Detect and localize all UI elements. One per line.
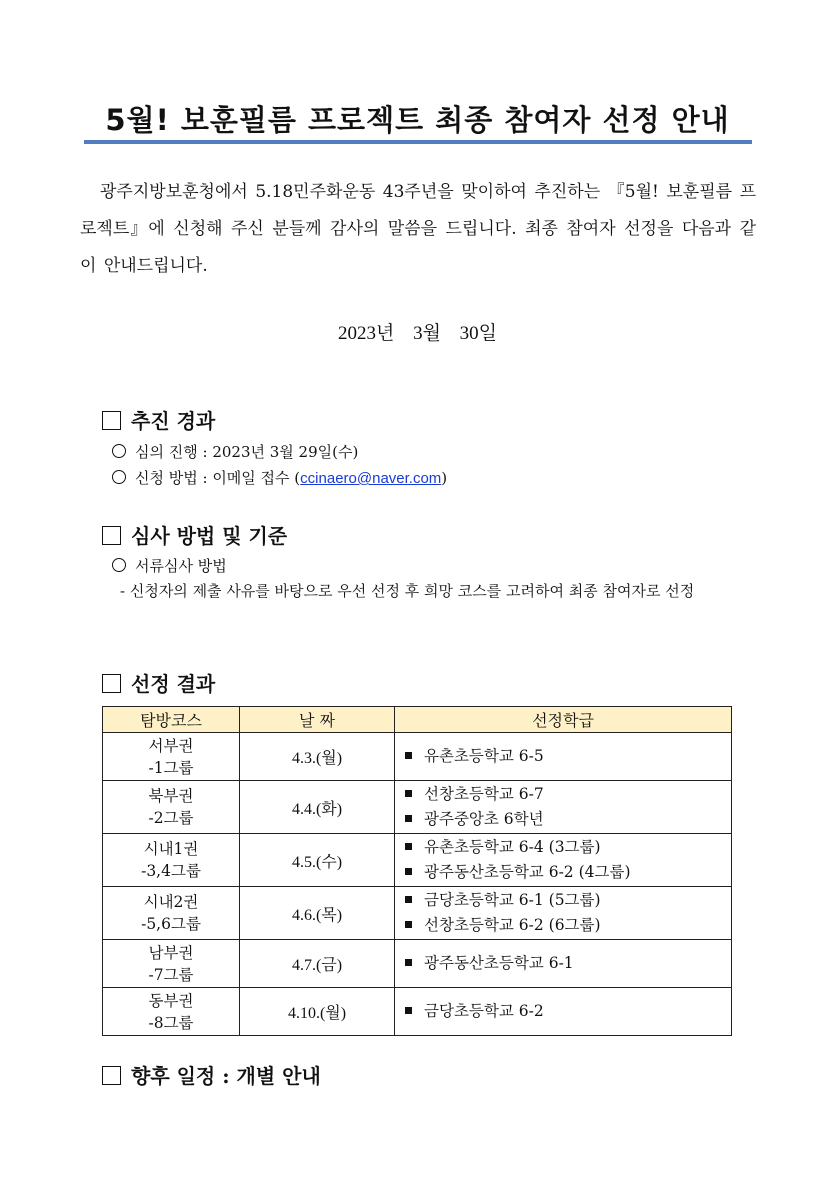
- table-row: [103, 733, 732, 781]
- school-item: [405, 999, 730, 1024]
- school-item: [405, 888, 730, 913]
- course-name: 남부권: [148, 943, 194, 962]
- schools-cell: [395, 988, 732, 1036]
- course-cell: [103, 988, 240, 1036]
- date-cell: 4.4.(화): [240, 781, 395, 834]
- circle-bullet-icon: [112, 444, 126, 458]
- course-name: 서부권: [148, 736, 194, 755]
- email-link[interactable]: ccinaero@naver.com: [300, 470, 442, 487]
- section-progress-heading: [102, 405, 215, 434]
- circle-bullet-icon: [112, 470, 126, 484]
- checkbox-square-icon: [102, 526, 121, 545]
- school-name: 광주동산초등학교 6-2 (4그룹): [424, 863, 631, 881]
- square-bullet-icon: [405, 815, 412, 822]
- table-row: [103, 834, 732, 887]
- checkbox-square-icon: [102, 1066, 121, 1085]
- progress-item-text: 심의 진행 : 2023년 3월 29일(수): [135, 443, 359, 461]
- notice-date: 2023년 3월 30일: [337, 323, 498, 344]
- section-review-heading: [102, 520, 287, 549]
- section-heading-text: 심사 방법 및 기준: [131, 524, 288, 548]
- progress-item-suffix: ): [441, 469, 448, 487]
- square-bullet-icon: [405, 843, 412, 850]
- selection-result-table: [102, 706, 732, 1036]
- school-item: [405, 913, 730, 938]
- course-group: -1그룹: [148, 758, 194, 777]
- school-item: [405, 835, 730, 860]
- school-item: [405, 807, 730, 832]
- date-cell: 4.5.(수): [240, 834, 395, 887]
- square-bullet-icon: [405, 959, 412, 966]
- course-group: -7그룹: [148, 965, 194, 984]
- course-cell: [103, 887, 240, 940]
- course-name: 시내1권: [143, 840, 199, 858]
- circle-bullet-icon: [112, 558, 126, 572]
- review-detail: - 신청자의 제출 사유를 바탕으로 우선 선정 후 희망 코스를 고려하여 최종 참여자로 선정: [120, 582, 695, 600]
- section-result-heading: [102, 668, 215, 697]
- course-group: -2그룹: [148, 809, 194, 827]
- section-heading-text: 선정 결과: [131, 672, 216, 696]
- square-bullet-icon: [405, 1007, 412, 1014]
- course-cell: [103, 940, 240, 988]
- course-cell: [103, 781, 240, 834]
- table-header-row: [103, 707, 732, 733]
- table-row: [103, 781, 732, 834]
- course-name: 북부권: [148, 787, 194, 805]
- section-schedule-heading: [102, 1060, 321, 1089]
- school-item: [405, 860, 730, 885]
- schools-cell: [395, 781, 732, 834]
- course-cell: [103, 733, 240, 781]
- progress-item-review: [112, 441, 358, 462]
- section-heading-text: 추진 경과: [131, 409, 216, 433]
- date-cell: 4.3.(월): [240, 733, 395, 781]
- course-cell: [103, 834, 240, 887]
- table-row: [103, 887, 732, 940]
- date-cell: 4.7.(금): [240, 940, 395, 988]
- school-name: 금당초등학교 6-2: [424, 1002, 544, 1020]
- course-name: 동부권: [148, 991, 194, 1010]
- intro-paragraph: 광주지방보훈청에서 5.18민주화운동 43주년을 맞이하여 추진하는 『5월! 보훈필름 프로젝트』에 신청해 주신 분들께 감사의 말씀을 드립니다. 최종 참여자 선정을 다음과 같이 안내드립니다.: [80, 182, 756, 276]
- schools-cell: [395, 834, 732, 887]
- course-name: 시내2권: [143, 893, 199, 911]
- review-item-text: 서류심사 방법: [135, 557, 227, 575]
- course-group: -8그룹: [148, 1013, 194, 1032]
- school-name: 광주동산초등학교 6-1: [424, 954, 574, 972]
- school-name: 선창초등학교 6-2 (6그룹): [424, 916, 601, 934]
- square-bullet-icon: [405, 790, 412, 797]
- school-name: 선창초등학교 6-7: [424, 785, 544, 803]
- school-item: [405, 782, 730, 807]
- course-group: -3,4그룹: [141, 862, 201, 880]
- progress-item-text: 신청 방법 : 이메일 접수 (: [135, 469, 301, 487]
- review-item: [112, 555, 227, 576]
- schools-cell: [395, 940, 732, 988]
- square-bullet-icon: [405, 868, 412, 875]
- square-bullet-icon: [405, 896, 412, 903]
- school-name: 유촌초등학교 6-5: [424, 747, 544, 765]
- checkbox-square-icon: [102, 411, 121, 430]
- school-item: [405, 951, 730, 976]
- page-title: 5월! 보훈필름 프로젝트 최종 참여자 선정 안내: [105, 103, 730, 137]
- date-cell: 4.6.(목): [240, 887, 395, 940]
- progress-item-method: [112, 467, 447, 488]
- table-row: [103, 988, 732, 1036]
- course-group: -5,6그룹: [141, 915, 201, 933]
- schools-cell: [395, 733, 732, 781]
- school-name: 금당초등학교 6-1 (5그룹): [424, 891, 601, 909]
- square-bullet-icon: [405, 752, 412, 759]
- header-course: 탐방코스: [103, 707, 240, 733]
- school-name: 광주중앙초 6학년: [424, 810, 544, 828]
- date-cell: 4.10.(월): [240, 988, 395, 1036]
- table-row: [103, 940, 732, 988]
- title-underline: [84, 140, 752, 144]
- section-heading-text: 향후 일정 : 개별 안내: [131, 1064, 321, 1088]
- header-date: 날 짜: [240, 707, 395, 733]
- header-schools: 선정학급: [395, 707, 732, 733]
- checkbox-square-icon: [102, 674, 121, 693]
- school-item: [405, 744, 730, 769]
- square-bullet-icon: [405, 921, 412, 928]
- schools-cell: [395, 887, 732, 940]
- school-name: 유촌초등학교 6-4 (3그룹): [424, 838, 601, 856]
